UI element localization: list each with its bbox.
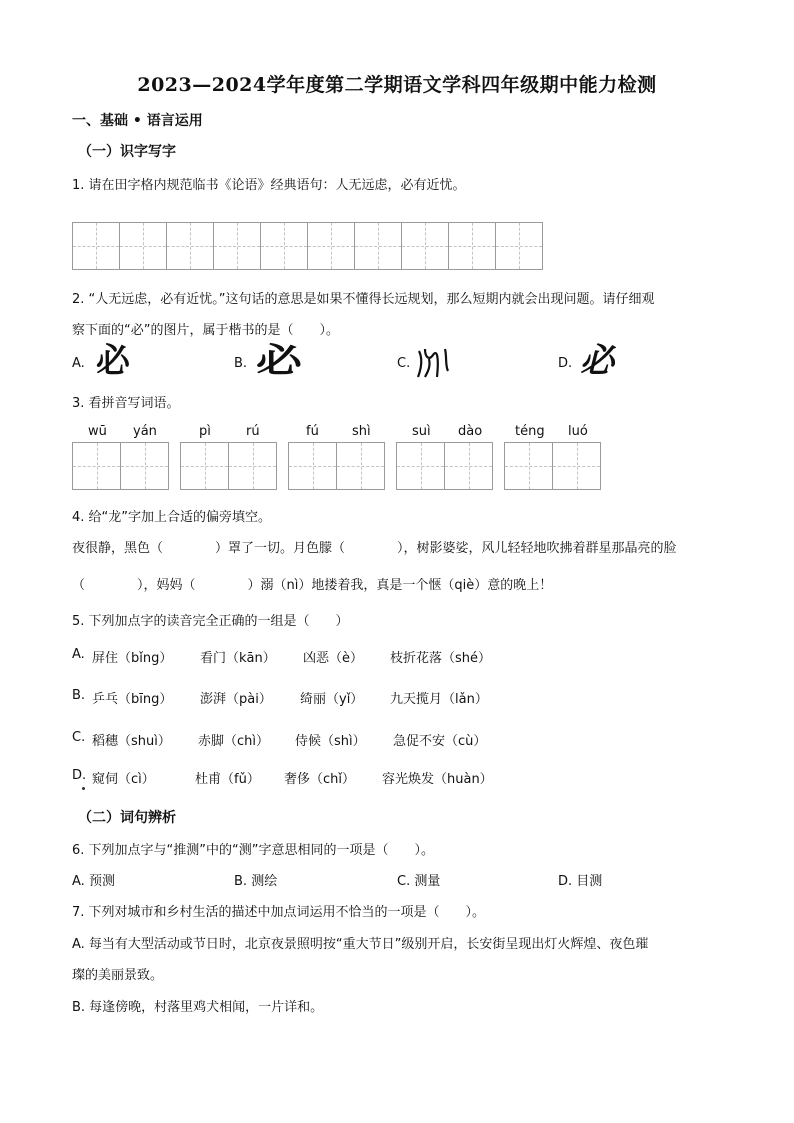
q5-option-d-item: 杜甫（fǔ） bbox=[195, 772, 260, 787]
grid-cell[interactable] bbox=[401, 222, 449, 270]
option-label: B. bbox=[234, 874, 248, 889]
question-6: 6. 下列加点字与“推测”中的“测”字意思相同的一项是（ ）。 bbox=[72, 843, 434, 858]
pinyin-label: suì bbox=[412, 424, 431, 439]
option-text: 预测 bbox=[88, 874, 115, 889]
q5-option-d-item: 窥伺（cì） bbox=[92, 772, 155, 787]
q5-option-c-item: 赤脚（chì） bbox=[198, 734, 269, 749]
grid-cell[interactable] bbox=[552, 442, 601, 490]
word-grid-1[interactable] bbox=[72, 442, 169, 490]
pinyin-label: rú bbox=[246, 424, 260, 439]
grid-cell[interactable] bbox=[444, 442, 493, 490]
grid-cell[interactable] bbox=[180, 442, 229, 490]
question-1: 1. 请在田字格内规范临书《论语》经典语句：人无远虑，必有近忧。 bbox=[72, 178, 466, 193]
q5-option-a-item: 枝折花落（shé） bbox=[390, 651, 492, 666]
grid-cell[interactable] bbox=[504, 442, 553, 490]
pinyin-label: fú bbox=[306, 424, 319, 439]
q2-option-b-label[interactable]: B. bbox=[234, 356, 248, 371]
q5-option-b-item: 乒乓（bīng） bbox=[92, 692, 173, 707]
q5-option-c-label[interactable]: C. bbox=[72, 730, 86, 745]
q2-option-a-label[interactable]: A. bbox=[72, 356, 85, 371]
grid-cell[interactable] bbox=[288, 442, 337, 490]
stray-mark bbox=[82, 787, 85, 790]
grid-cell[interactable] bbox=[119, 222, 167, 270]
q5-option-d-item: 奢侈（chǐ） bbox=[284, 772, 355, 787]
q5-option-a-item: 看门（kān） bbox=[200, 651, 276, 666]
grid-cell[interactable] bbox=[260, 222, 308, 270]
grid-cell[interactable] bbox=[213, 222, 261, 270]
q5-option-d-label[interactable]: D. bbox=[72, 768, 87, 783]
option-text: 目测 bbox=[576, 874, 603, 889]
q5-option-a-item: 凶恶（è） bbox=[303, 651, 363, 666]
q2-option-d-label[interactable]: D. bbox=[558, 356, 573, 371]
word-grid-2[interactable] bbox=[180, 442, 277, 490]
word-grid-4[interactable] bbox=[396, 442, 493, 490]
bi-glyph-image-c bbox=[415, 345, 451, 379]
q5-option-b-item: 九天揽月（lǎn） bbox=[390, 692, 488, 707]
word-grid-5[interactable] bbox=[504, 442, 601, 490]
option-label: C. bbox=[397, 874, 411, 889]
grid-cell[interactable] bbox=[72, 222, 120, 270]
q7-option-a-line1[interactable]: A. 每当有大型活动或节日时，北京夜景照明按“重大节日”级别开启，长安街呈现出灯火辉煌、夜色璀 bbox=[72, 937, 649, 952]
q6-option-a[interactable] bbox=[72, 870, 115, 889]
q2-option-c-label[interactable]: C. bbox=[397, 356, 411, 371]
pinyin-label: pì bbox=[199, 424, 211, 439]
word-grid-3[interactable] bbox=[288, 442, 385, 490]
question-3: 3. 看拼音写词语。 bbox=[72, 396, 180, 411]
question-7: 7. 下列对城市和乡村生活的描述中加点词运用不恰当的一项是（ ）。 bbox=[72, 905, 486, 920]
pinyin-label: shì bbox=[352, 424, 371, 439]
option-text: 测量 bbox=[414, 874, 441, 889]
section-heading-basics: 一、基础 • 语言运用 bbox=[72, 113, 203, 129]
subsection-heading-literacy: （一）识字写字 bbox=[78, 144, 176, 160]
grid-cell[interactable] bbox=[448, 222, 496, 270]
q6-option-d[interactable] bbox=[558, 870, 602, 889]
question-2-line2: 察下面的“必”的图片，属于楷书的是（ ）。 bbox=[72, 323, 339, 338]
grid-cell[interactable] bbox=[495, 222, 543, 270]
writing-grid[interactable] bbox=[72, 222, 543, 270]
q5-option-c-item: 侍候（shì） bbox=[295, 734, 366, 749]
option-text: 测绘 bbox=[251, 874, 278, 889]
bi-glyph-image-b: 必 bbox=[256, 341, 302, 381]
q5-option-c-item: 急促不安（cù） bbox=[393, 734, 487, 749]
grid-cell[interactable] bbox=[120, 442, 169, 490]
pinyin-label: luó bbox=[568, 424, 588, 439]
q7-option-b[interactable]: B. 每逢傍晚，村落里鸡犬相闻，一片详和。 bbox=[72, 1000, 324, 1015]
grid-cell[interactable] bbox=[396, 442, 445, 490]
q5-option-a-label[interactable]: A. bbox=[72, 647, 85, 662]
bi-glyph-image-a: 必 bbox=[96, 341, 130, 381]
grid-cell[interactable] bbox=[166, 222, 214, 270]
grid-cell[interactable] bbox=[72, 442, 121, 490]
q5-option-d-item: 容光焕发（huàn） bbox=[382, 772, 493, 787]
q5-option-b-item: 绮丽（yǐ） bbox=[300, 692, 364, 707]
question-5: 5. 下列加点字的读音完全正确的一组是（ ） bbox=[72, 614, 349, 629]
option-label: D. bbox=[558, 874, 573, 889]
q7-option-a-line2: 璨的美丽景致。 bbox=[72, 968, 164, 983]
q5-option-c-item: 稻穗（shuì） bbox=[92, 734, 171, 749]
page-title: 2023—2024学年度第二学期语文学科四年级期中能力检测 bbox=[137, 74, 657, 96]
question-2-line1: 2. “人无远虑，必有近忧。”这句话的意思是如果不懂得长远规划，那么短期内就会出现问题。请仔细观 bbox=[72, 292, 655, 307]
grid-cell[interactable] bbox=[354, 222, 402, 270]
q5-option-b-item: 澎湃（pài） bbox=[200, 692, 272, 707]
pinyin-label: yán bbox=[133, 424, 157, 439]
grid-cell[interactable] bbox=[307, 222, 355, 270]
pinyin-label: téng bbox=[515, 424, 545, 439]
grid-cell[interactable] bbox=[336, 442, 385, 490]
pinyin-label: wū bbox=[88, 424, 107, 439]
q5-option-b-label[interactable]: B. bbox=[72, 688, 86, 703]
bi-glyph-image-d: 必 bbox=[580, 341, 614, 381]
question-4: 4. 给“龙”字加上合适的偏旁填空。 bbox=[72, 510, 272, 525]
q6-option-c[interactable] bbox=[397, 870, 440, 889]
question-4-passage-line2: （ ），妈妈（ ）溺（nì）地搂着我，真是一个惬（qiè）意的晚上！ bbox=[72, 578, 553, 593]
pinyin-label: dào bbox=[458, 424, 483, 439]
q6-option-b[interactable] bbox=[234, 870, 277, 889]
subsection-heading-words: （二）词句辨析 bbox=[78, 810, 176, 826]
grid-cell[interactable] bbox=[228, 442, 277, 490]
question-4-passage-line1: 夜很静，黑色（ ）罩了一切。月色朦（ ），树影婆娑，风儿轻轻地吹拂着群星那晶亮的脸 bbox=[72, 541, 677, 556]
option-label: A. bbox=[72, 874, 85, 889]
q5-option-a-item: 屏住（bǐng） bbox=[92, 651, 173, 666]
